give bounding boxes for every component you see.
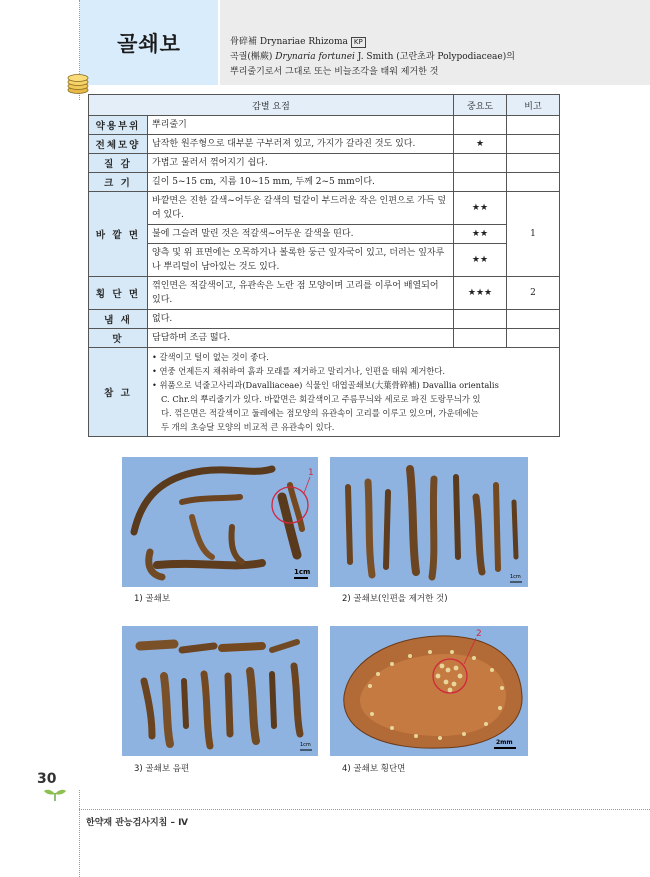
origin-prefix: 곡궐(槲蕨): [230, 52, 276, 62]
row-importance: ★★: [454, 225, 507, 244]
coin-stack-icon: [66, 72, 90, 94]
row-importance: [454, 154, 507, 173]
row-importance: ★★★: [454, 277, 507, 310]
marker-label: 2: [476, 629, 482, 639]
margin-rule: [79, 790, 80, 877]
row-note: [507, 310, 560, 329]
row-label: 바 깥 면: [89, 192, 148, 277]
table-row: [89, 225, 560, 244]
table-header-row: [89, 95, 560, 116]
row-label: 횡 단 면: [89, 277, 148, 310]
photo-cross-section: [330, 626, 528, 756]
reference-line: 다. 꺾은면은 적갈색이고 둘레에는 점모양의 유관속이 고리를 이루고 있으며, 가운데에는: [161, 408, 479, 418]
reference-line: C. Chr.의 뿌리줄기가 있다. 바깥면은 회갈색이고 주름무늬와 세로로 파진 도랑무늬가 있: [161, 394, 481, 404]
row-importance: ★★: [454, 192, 507, 225]
row-label: 질 감: [89, 154, 148, 173]
row-label: 참 고: [89, 348, 148, 437]
row-desc: 뿌리줄기: [148, 116, 454, 135]
header-description: [230, 35, 515, 80]
header-importance: 중요도: [454, 95, 507, 116]
table-row: [89, 116, 560, 135]
row-label: 냄 새: [89, 310, 148, 329]
photo-caption: 3) 골쇄보 음편: [134, 764, 190, 774]
photo-caption: 2) 골쇄보(인편을 제거한 것): [342, 594, 448, 604]
row-desc: 납작한 원주형으로 대부분 구부러져 있고, 가지가 갈라진 것도 있다.: [148, 135, 454, 154]
scale-label: 1cm: [294, 568, 311, 576]
scale-label: 1cm: [300, 742, 311, 748]
row-note: [507, 135, 560, 154]
origin-species: Drynaria fortunei: [275, 52, 355, 62]
table-row: [89, 310, 560, 329]
table-row: [89, 192, 560, 225]
row-note: 2: [507, 277, 560, 310]
latin-name: 骨碎補 Drynariae Rhizoma: [230, 37, 348, 47]
photo-caption: 4) 골쇄보 횡단면: [342, 764, 406, 774]
sprout-icon: [42, 787, 68, 801]
header-key-points: 감별 요점: [89, 95, 454, 116]
photo-scales-removed: [330, 457, 528, 587]
table-row: [89, 329, 560, 348]
row-label: 맛: [89, 329, 148, 348]
footer-rule: [79, 809, 650, 810]
identification-table: [88, 94, 560, 437]
photo-rhizome: [122, 457, 318, 587]
row-importance: [454, 173, 507, 192]
row-note: [507, 154, 560, 173]
row-desc: 가볍고 물러서 꺾어지기 쉽다.: [148, 154, 454, 173]
row-note: [507, 329, 560, 348]
table-row: [89, 277, 560, 310]
scale-label: 1cm: [510, 574, 521, 580]
header-note: 비고: [507, 95, 560, 116]
page-number: 30: [37, 771, 57, 787]
origin-line-2: 뿌리줄기로서 그대로 또는 비늘조각을 태워 제거한 것: [230, 67, 439, 77]
reference-line: • 위품으로 넉줄고사리과(Davalliaceae) 식물인 대엽골쇄보(大葉骨碎補) Davallia orientalis: [152, 380, 499, 390]
row-label: 전체모양: [89, 135, 148, 154]
origin-suffix: J. Smith (고란초과 Polypodiaceae)의: [354, 52, 515, 62]
row-desc: 바깥면은 진한 갈색~어두운 갈색의 털같이 부드러운 작은 인편으로 가득 덮여 있다.: [148, 192, 454, 225]
marker-label: 1: [308, 468, 314, 478]
title-box: [80, 0, 218, 85]
reference-notes: [148, 348, 560, 437]
row-desc: 양측 및 위 표면에는 오목하거나 볼록한 둥근 잎자국이 있고, 더러는 잎자루나 뿌리털이 남아있는 것도 있다.: [148, 244, 454, 277]
row-label: 약용부위: [89, 116, 148, 135]
row-importance: ★★: [454, 244, 507, 277]
row-label: 크 기: [89, 173, 148, 192]
row-importance: ★: [454, 135, 507, 154]
photo-sliced: [122, 626, 318, 756]
row-note: 1: [507, 192, 560, 277]
row-desc: 길이 5~15 cm, 지름 10~15 mm, 두께 2~5 mm이다.: [148, 173, 454, 192]
row-desc: 꺾인면은 적갈색이고, 유관속은 노란 점 모양이며 고리를 이루어 배열되어 있다.: [148, 277, 454, 310]
row-note: [507, 116, 560, 135]
row-importance: [454, 116, 507, 135]
photo-caption: 1) 골쇄보: [134, 594, 171, 604]
row-desc: 담담하며 조금 떫다.: [148, 329, 454, 348]
page-title: 골쇄보: [117, 31, 181, 56]
row-desc: 불에 그슬려 말린 것은 적갈색~어두운 갈색을 띤다.: [148, 225, 454, 244]
table-row: [89, 173, 560, 192]
row-note: [507, 173, 560, 192]
table-row: [89, 154, 560, 173]
reference-line: • 갈색이고 털이 없는 것이 좋다.: [152, 352, 269, 362]
reference-line: 두 개의 초승달 모양의 비교적 큰 유관속이 있다.: [161, 422, 335, 432]
table-row: [89, 244, 560, 277]
kp-badge: KP: [351, 37, 366, 48]
table-row: [89, 348, 560, 437]
row-desc: 없다.: [148, 310, 454, 329]
table-row: [89, 135, 560, 154]
row-importance: [454, 329, 507, 348]
footer-title: 한약재 관능검사지침 – Ⅳ: [86, 818, 189, 828]
scale-label: 2mm: [496, 739, 513, 746]
row-importance: [454, 310, 507, 329]
reference-line: • 연중 언제든지 채취하여 흙과 모래를 제거하고 말리거나, 인편을 태워 제거한다.: [152, 366, 446, 376]
